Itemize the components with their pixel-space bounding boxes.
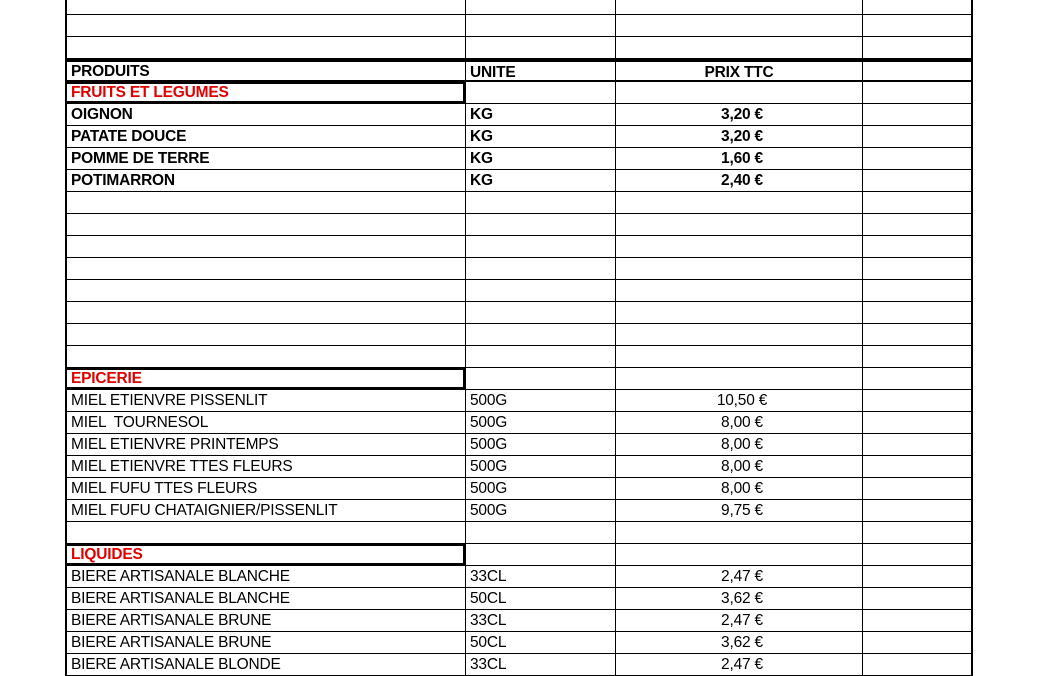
section-header-fruits bbox=[65, 82, 973, 104]
table-row bbox=[65, 434, 973, 456]
product-unit: KG bbox=[465, 170, 615, 191]
product-price: 2,47 € bbox=[721, 656, 763, 673]
product-name: BIERE ARTISANALE BLANCHE bbox=[65, 566, 465, 587]
product-price: 8,00 € bbox=[721, 480, 763, 497]
product-price: 8,00 € bbox=[721, 458, 763, 475]
product-name: BIERE ARTISANALE BRUNE bbox=[65, 610, 465, 631]
product-name: MIEL ETIENVRE PRINTEMPS bbox=[65, 434, 465, 455]
section-header-liquides bbox=[65, 544, 973, 566]
table-row bbox=[65, 610, 973, 632]
table-row bbox=[65, 412, 973, 434]
product-unit: KG bbox=[465, 104, 615, 125]
blank-row bbox=[65, 346, 973, 368]
section-title: LIQUIDES bbox=[65, 544, 465, 565]
table-row bbox=[65, 390, 973, 412]
table-row bbox=[65, 456, 973, 478]
table-row bbox=[65, 632, 973, 654]
product-price: 3,20 € bbox=[721, 128, 763, 145]
table-row bbox=[65, 126, 973, 148]
product-unit: 33CL bbox=[465, 610, 615, 631]
product-name: MIEL ETIENVRE TTES FLEURS bbox=[65, 456, 465, 477]
product-price: 8,00 € bbox=[721, 436, 763, 453]
blank-row bbox=[65, 214, 973, 236]
product-price: 2,47 € bbox=[721, 612, 763, 629]
product-name: MIEL FUFU CHATAIGNIER/PISSENLIT bbox=[65, 500, 465, 521]
product-unit: 500G bbox=[465, 412, 615, 433]
product-name: BIERE ARTISANALE BLONDE bbox=[65, 654, 465, 675]
section-title: EPICERIE bbox=[65, 368, 465, 389]
header-price: PRIX TTC bbox=[615, 62, 862, 80]
table-row bbox=[65, 170, 973, 192]
blank-row bbox=[65, 324, 973, 346]
product-unit: 500G bbox=[465, 390, 615, 411]
product-name: POMME DE TERRE bbox=[65, 148, 465, 169]
blank-row bbox=[65, 15, 973, 37]
product-unit: 33CL bbox=[465, 566, 615, 587]
blank-row bbox=[65, 0, 973, 15]
product-price: 3,62 € bbox=[721, 634, 763, 651]
table-row bbox=[65, 478, 973, 500]
blank-row bbox=[65, 258, 973, 280]
product-price: 3,20 € bbox=[721, 106, 763, 123]
table-row bbox=[65, 654, 973, 676]
product-price: 2,47 € bbox=[721, 568, 763, 585]
blank-row bbox=[65, 236, 973, 258]
product-name: BIERE ARTISANALE BLANCHE bbox=[65, 588, 465, 609]
table-row bbox=[65, 500, 973, 522]
table-row bbox=[65, 566, 973, 588]
blank-row bbox=[65, 37, 973, 59]
blank-row bbox=[65, 302, 973, 324]
table-header bbox=[65, 59, 973, 82]
product-price: 1,60 € bbox=[721, 150, 763, 167]
price-list-sheet bbox=[65, 0, 973, 676]
header-product: PRODUITS bbox=[65, 62, 465, 80]
product-unit: KG bbox=[465, 126, 615, 147]
section-header-epicerie bbox=[65, 368, 973, 390]
product-unit: 50CL bbox=[465, 632, 615, 653]
table-row bbox=[65, 148, 973, 170]
product-unit: 500G bbox=[465, 456, 615, 477]
product-name: POTIMARRON bbox=[65, 170, 465, 191]
table-row bbox=[65, 588, 973, 610]
product-price: 9,75 € bbox=[721, 502, 763, 519]
product-name: PATATE DOUCE bbox=[65, 126, 465, 147]
header-unit: UNITE bbox=[465, 62, 615, 80]
product-price: 10,50 € bbox=[716, 392, 768, 409]
product-unit: 33CL bbox=[465, 654, 615, 675]
product-unit: KG bbox=[465, 148, 615, 169]
product-name: BIERE ARTISANALE BRUNE bbox=[65, 632, 465, 653]
product-unit: 500G bbox=[465, 478, 615, 499]
product-price: 8,00 € bbox=[721, 414, 763, 431]
product-unit: 500G bbox=[465, 434, 615, 455]
section-title: FRUITS ET LEGUMES bbox=[65, 82, 465, 103]
product-name: MIEL FUFU TTES FLEURS bbox=[65, 478, 465, 499]
product-unit: 50CL bbox=[465, 588, 615, 609]
blank-row bbox=[65, 280, 973, 302]
table-row bbox=[65, 104, 973, 126]
blank-row bbox=[65, 192, 973, 214]
product-price: 2,40 € bbox=[721, 172, 763, 189]
product-price: 3,62 € bbox=[721, 590, 763, 607]
product-name: MIEL ETIENVRE PISSENLIT bbox=[65, 390, 465, 411]
blank-row bbox=[65, 522, 973, 544]
product-unit: 500G bbox=[465, 500, 615, 521]
product-name: OIGNON bbox=[65, 104, 465, 125]
product-name: MIEL TOURNESOL bbox=[65, 412, 465, 433]
